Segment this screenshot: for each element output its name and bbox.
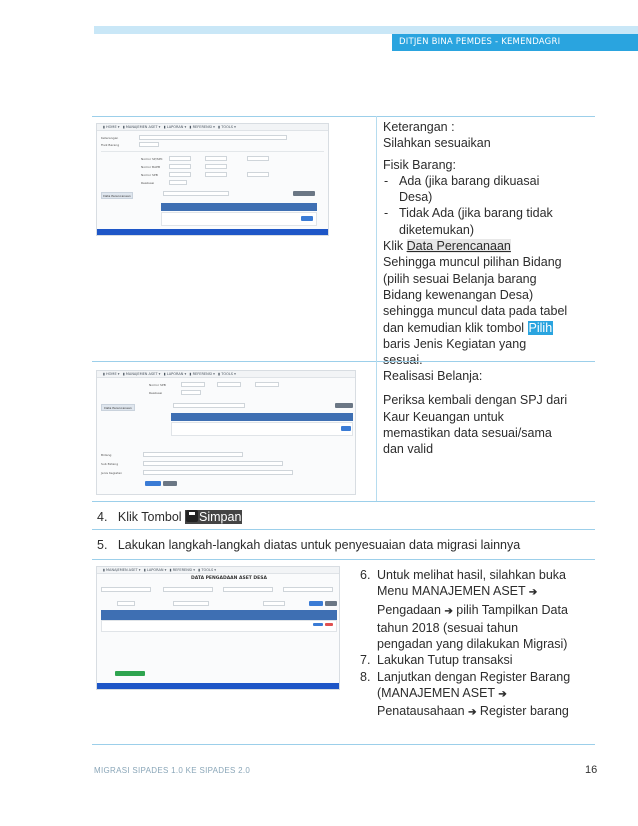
arrow-right-icon: ➔ — [468, 707, 477, 719]
pengadaan-title: DATA PENGADAAN ASET DESA — [191, 576, 267, 581]
divider — [92, 559, 595, 560]
data-perencanaan-button[interactable]: Data Perencanaan — [101, 192, 133, 199]
keterangan-title: Keterangan : — [383, 120, 455, 134]
page-number: 16 — [585, 764, 598, 776]
table-row — [101, 620, 337, 632]
save-icon — [186, 510, 198, 522]
section1-text: Keterangan : Silahkan sesuaikan Fisik Barang: - Ada (jika barang dikuasai Desa) - Tidak Ada (jika barang tidak diketemukan) Klik Data Perencanaan Sehingga muncul pilihan Bidang (pilih sesuai Belanja barang Bidang kewenangan Desa) sehingga muncul data pada tabel dan kemudian klik tombol Pilih baris Jenis Kegiatan yang — [383, 119, 569, 368]
arrow-right-icon: ➔ — [498, 689, 507, 701]
data-perencanaan-button[interactable]: Data Perencanaan — [101, 404, 135, 411]
table-row — [171, 422, 353, 436]
header-title: DITJEN BINA PEMDES - KEMENDAGRI — [392, 34, 638, 51]
data-perencanaan-link[interactable]: Data Perencanaan — [406, 239, 511, 254]
simpan-label: Simpan — [185, 510, 242, 524]
app-footer — [97, 683, 339, 689]
list-item: 6. Untuk melihat hasil, silahkan buka Menu MANAJEMEN ASET ➔ Pengadaan ➔ pilih Tampilkan Data tahun 2018 (sesuai tahun pengadan yang dilakukan Migrasi) — [360, 568, 568, 652]
column-divider — [376, 116, 377, 361]
fisik-item: - Tidak Ada (jika barang tidak diketemukan) — [383, 205, 569, 238]
divider — [92, 501, 595, 502]
realisasi-body: Periksa kembali dengan SPJ dari Kaur Keuangan untuk memastikan data sesuai/sama dan valid — [383, 393, 568, 457]
app-navbar: ▮ HOME ▾ ▮ MANAJEMEN ASET ▾ ▮ LAPORAN ▾ ▮ REFERENSI ▾ ▮ TOOLS ▾ — [97, 371, 355, 378]
fisik-title: Fisik Barang: — [383, 157, 456, 172]
divider — [92, 744, 595, 745]
tutup-transaksi-button[interactable] — [115, 671, 145, 676]
arrow-right-icon: ➔ — [444, 605, 453, 617]
fisik-item: - Ada (jika barang dikuasai Desa) — [383, 173, 569, 206]
pilih-button[interactable] — [301, 216, 313, 221]
section2-text — [383, 368, 569, 457]
table-header — [101, 610, 337, 620]
arrow-right-icon: ➔ — [528, 587, 538, 599]
table-header — [161, 203, 317, 211]
step4: 4. Klik Tombol Simpan — [97, 510, 242, 524]
screenshot-realisasi: ▮ HOME ▾ ▮ MANAJEMEN ASET ▾ ▮ LAPORAN ▾ ▮ REFERENSI ▾ ▮ TOOLS ▾ Nomor SPB Realisasi Data Perencanaan Bidang Sub Bidang Jenis Kegiatan — [96, 370, 356, 495]
pilih-highlight: Pilih — [528, 320, 553, 335]
screenshot-pengadaan — [96, 566, 340, 690]
batal-button[interactable] — [163, 481, 177, 486]
keterangan-body: Silahkan sesuaikan — [383, 136, 491, 151]
divider — [92, 361, 595, 362]
list-item: 7. Lakukan Tutup transaksi — [360, 653, 513, 668]
simpan-button[interactable] — [145, 481, 161, 486]
table-row — [161, 212, 317, 226]
app-footer — [97, 229, 328, 235]
header-band — [94, 26, 638, 34]
divider — [92, 529, 595, 530]
realisasi-title: Realisasi Belanja: — [383, 369, 483, 383]
divider — [92, 116, 595, 117]
footer-doc-title: MIGRASI SIPADES 1.0 KE SIPADES 2.0 — [94, 766, 251, 775]
app-navbar: ▮ HOME ▾ ▮ MANAJEMEN ASET ▾ ▮ LAPORAN ▾ ▮ REFERENSI ▾ ▮ TOOLS ▾ — [97, 124, 328, 131]
screenshot-form-fisik: ▮ HOME ▾ ▮ MANAJEMEN ASET ▾ ▮ LAPORAN ▾ ▮ REFERENSI ▾ ▮ TOOLS ▾ Keterangan Fisik Barang Nomor SP/SPK Nomor BAPB Nomor SPB Realisasi Data Perencanaan — [96, 123, 329, 236]
step5: 5. Lakukan langkah-langkah diatas untuk penyesuaian data migrasi lainnya — [97, 538, 521, 552]
list-item: 8. Lanjutkan dengan Register Barang (MANAJEMEN ASET ➔ Penatausahaan ➔ Register barang — [360, 669, 571, 719]
pilih-button[interactable] — [341, 426, 351, 431]
steps-list — [360, 567, 575, 722]
column-divider — [376, 361, 377, 501]
table-header — [171, 413, 353, 421]
app-navbar: ▮ MANAJEMEN ASET ▾ ▮ LAPORAN ▾ ▮ REFERENSI ▾ ▮ TOOLS ▾ — [97, 567, 339, 574]
